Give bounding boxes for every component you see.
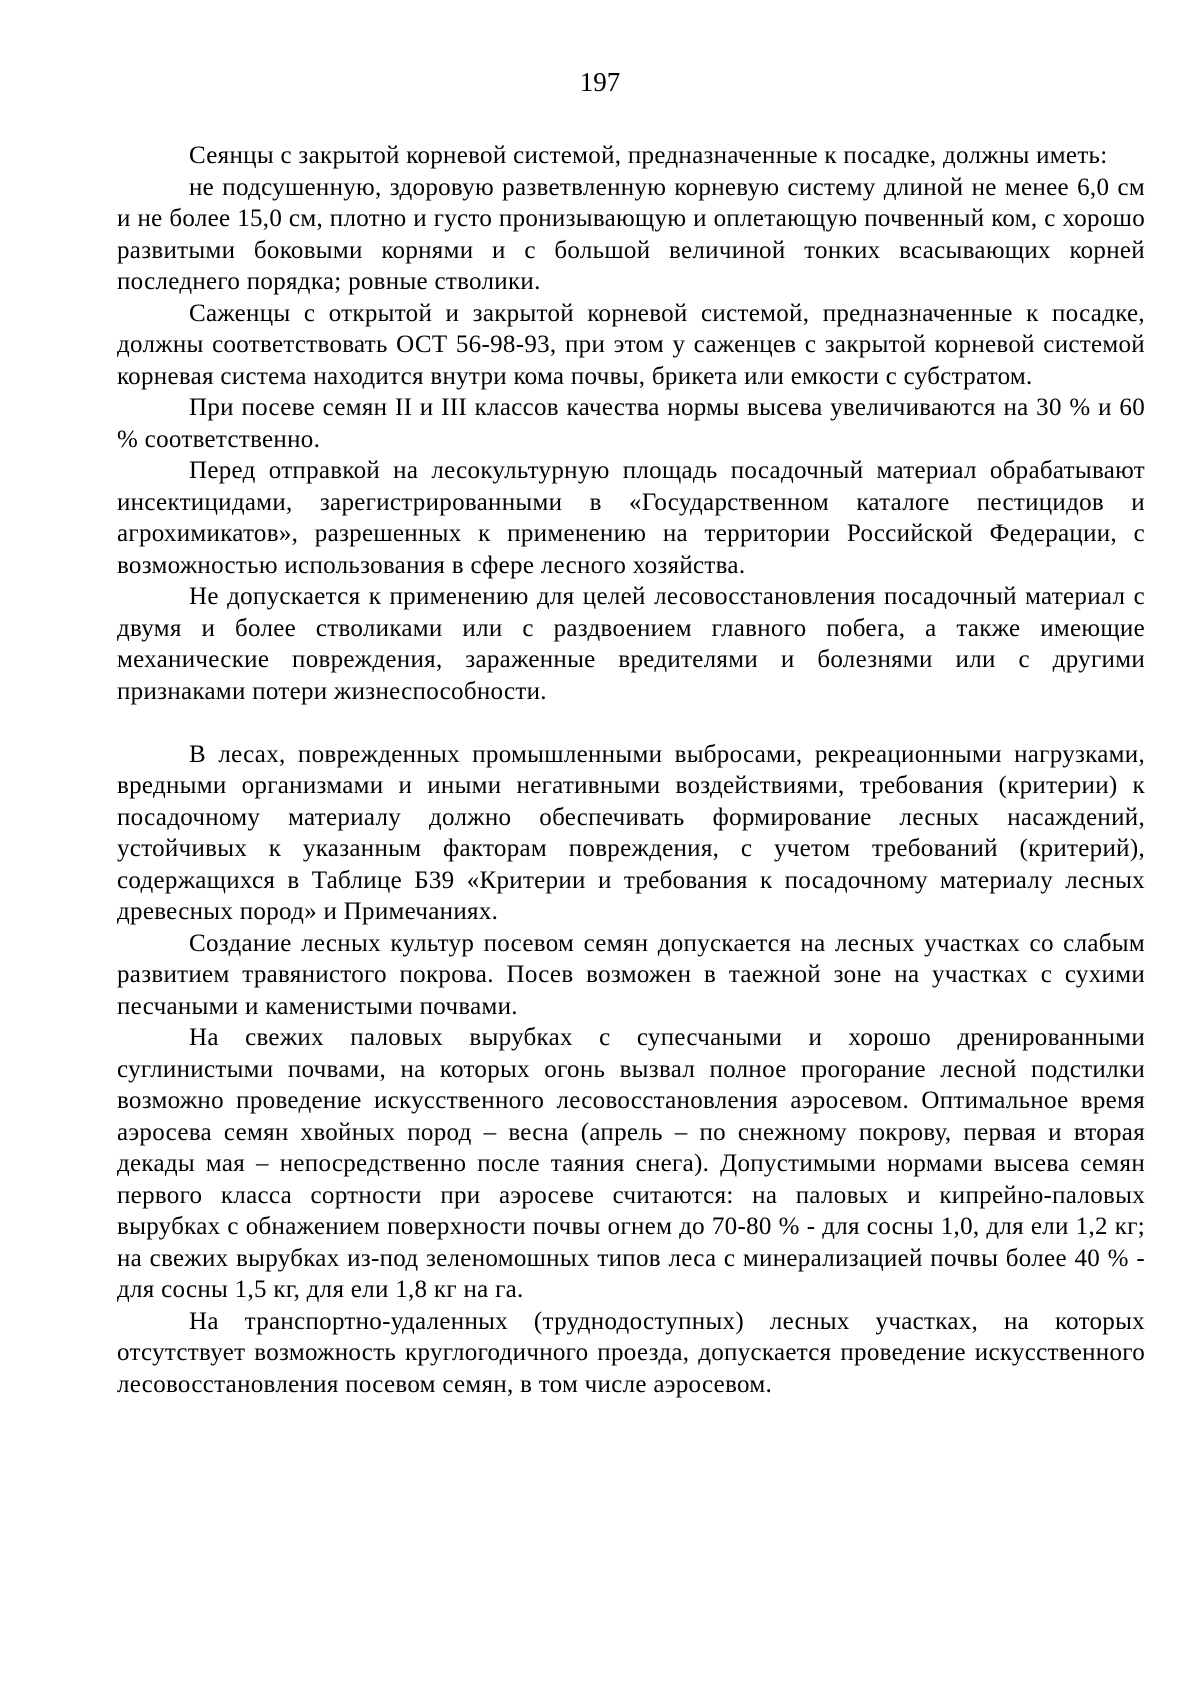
paragraph-damaged-forests: В лесах, поврежденных промышленными выбросами, рекреационными нагрузками, вредными организмами и иными негативными воздействиями, требования (критерии) к посадочному материалу должно обеспечивать формирование лесных насаждений, устойчивых к указанным факторам повреждения, с учетом требований (критерий), содержащихся в Таблице Б39 «Критерии и требования к посадочному материалу лесных древесных пород» и Примечаниях. (117, 740, 1145, 925)
paragraph-spacer (117, 707, 1145, 739)
paragraph-seed-class-rates: При посеве семян II и III классов качества нормы высева увеличиваются на 30 % и 60 % соответственно. (117, 394, 1145, 453)
paragraph-root-system-requirements: не подсушенную, здоровую разветвленную корневую систему длиной не менее 6,0 см и не более 15,0 см, плотно и густо пронизывающую и оплетающую почвенный ком, с хорошо развитыми боковыми корнями и с большой величиной тонких всасывающих корней последнего порядка; ровные стволики. (117, 173, 1145, 295)
paragraph-remote-areas: На транспортно-удаленных (труднодоступных) лесных участках, на которых отсутствует возможность круглогодичного проезда, допускается проведение искусственного лесовосстановления посевом семян, в том числе аэросевом. (117, 1307, 1145, 1398)
paragraph-insecticide-treatment: Перед отправкой на лесокультурную площадь посадочный материал обрабатывают инсектицидами, зарегистрированными в «Государственном каталоге пестицидов и агрохимикатов», разрешенных к применению на территории Российской Федерации, с возможностью использования в сфере лесного хозяйства. (117, 457, 1145, 579)
document-body (117, 140, 1145, 1400)
page-number: 197 (579, 67, 621, 97)
paragraph-seed-sowing: Создание лесных культур посевом семян допускается на лесных участках со слабым развитием травянистого покрова. Посев возможен в таежной зоне на участках с сухими песчаными и каменистыми почвами. (117, 929, 1145, 1020)
paragraph-seedlings-closed-root: Сеянцы с закрытой корневой системой, предназначенные к посадке, должны иметь: (189, 142, 1108, 169)
paragraph-aerial-sowing: На свежих паловых вырубках с супесчаными и хорошо дренированными суглинистыми почвами, на которых огонь вызвал полное прогорание лесной подстилки возможно проведение искусственного лесовосстановления аэросевом. Оптимальное время аэросева семян хвойных пород – весна (апрель – по снежному покрову, первая и вторая декады мая – непосредственно после таяния снега). Допустимыми нормами высева семян первого класса сортности при аэросеве считаются: на паловых и кипрейно-паловых вырубках с обнажением поверхности почвы огнем до 70-80 % - для сосны 1,0, для ели 1,2 кг; на свежих вырубках из-под зеленомошных типов леса с минерализацией почвы более 40 % - для сосны 1,5 кг, для ели 1,8 кг на га. (117, 1024, 1145, 1303)
paragraph-not-allowed-material: Не допускается к применению для целей лесовосстановления посадочный материал с двумя и более стволиками или с раздвоением главного побега, а также имеющие механические повреждения, зараженные вредителями и болезнями или с другими признаками потери жизнеспособности. (117, 583, 1145, 705)
paragraph-saplings-ost: Саженцы с открытой и закрытой корневой системой, предназначенные к посадке, должны соответствовать ОСТ 56-98-93, при этом у саженцев с закрытой корневой системой корневая система находится внутри кома почвы, брикета или емкости с субстратом. (117, 299, 1145, 390)
